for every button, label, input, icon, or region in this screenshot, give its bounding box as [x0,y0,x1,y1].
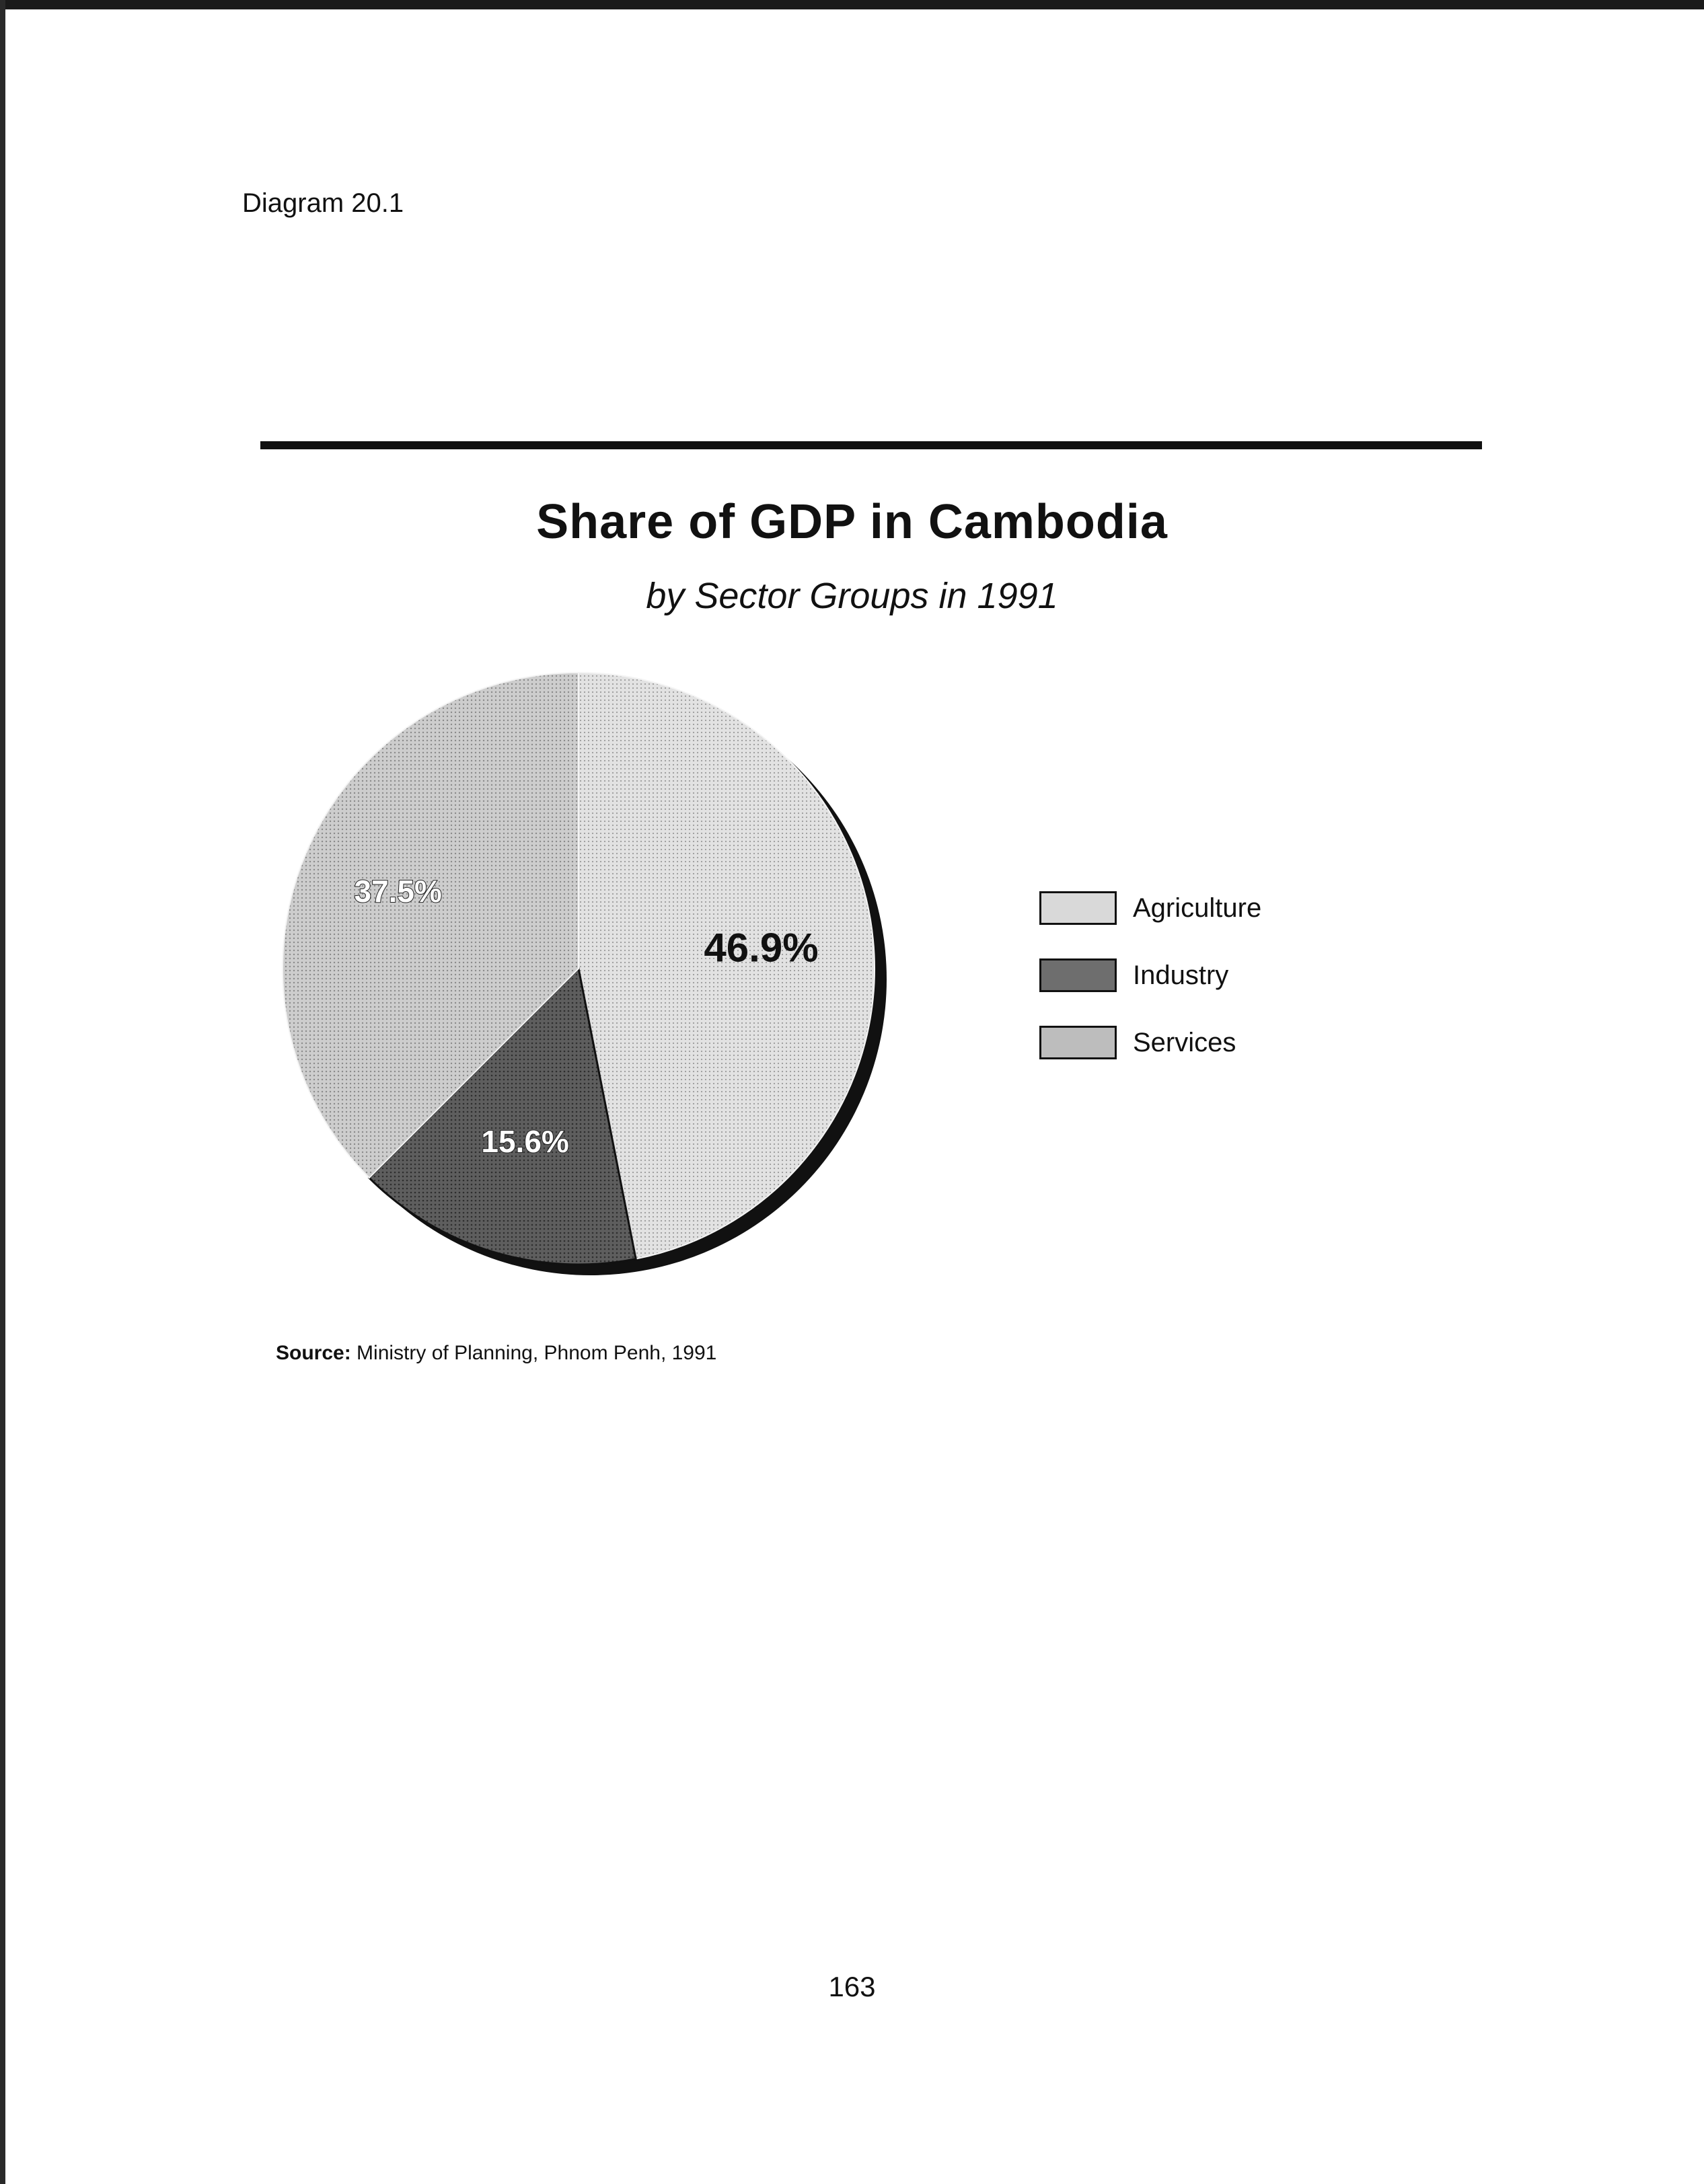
source-note [276,1342,716,1365]
source-prefix: Source: [276,1342,351,1364]
legend-label-industry: Industry [1133,960,1229,990]
source-text: Ministry of Planning, Phnom Penh, 1991 [357,1342,717,1364]
legend-item-services [1039,1009,1261,1076]
legend-label-agriculture: Agriculture [1133,893,1262,923]
legend-item-industry [1039,942,1261,1009]
legend-swatch-agriculture [1039,891,1117,925]
page-left-edge [0,0,5,2184]
legend-item-agriculture [1039,874,1261,942]
page-number: 163 [828,1971,876,2002]
diagram-label: Diagram 20.1 [242,188,404,218]
pie-label-services: 37.5% [354,874,442,909]
legend-label-services: Services [1133,1027,1236,1057]
pie-label-agriculture: 46.9% [704,925,819,971]
pie-chart [256,646,901,1291]
page-top-edge [0,0,1704,9]
pie-label-industry: 15.6% [481,1124,569,1160]
legend-swatch-industry [1039,958,1117,992]
chart-title: Share of GDP in Cambodia [536,495,1168,549]
title-rule [260,441,1482,449]
legend-swatch-services [1039,1026,1117,1059]
chart-subtitle: by Sector Groups in 1991 [646,576,1058,616]
legend [1039,874,1261,1076]
